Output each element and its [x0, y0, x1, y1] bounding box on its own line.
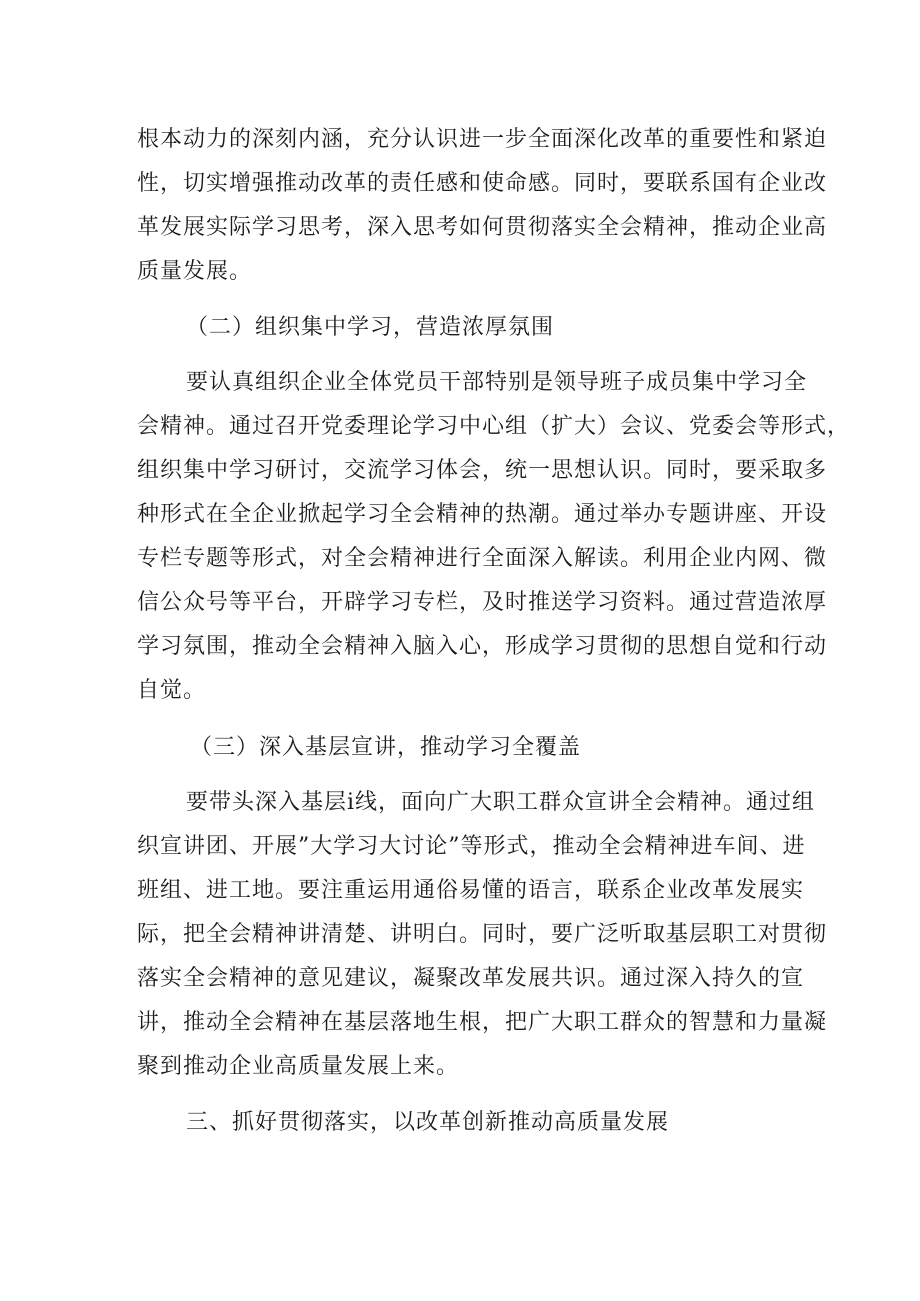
text-line-1: 根本动力的深刻内涵，充分认识进一步全面深化改革的重要性和紧迫: [137, 127, 828, 152]
text-line-8: 组织集中学习研讨，交流学习体会，统一思想认识。同时，要采取多: [137, 458, 828, 483]
text-line-20: 讲，推动全会精神在基层落地生根，把广大职工群众的智慧和力量凝: [137, 1010, 828, 1035]
text-line-2: 性，切实增强推动改革的责任感和使命感。同时，要联系国有企业改: [137, 171, 828, 196]
text-line-4: 质量发展。: [137, 259, 253, 284]
text-line-6: 要认真组织企业全体党员干部特别是领导班子成员集中学习全: [186, 370, 808, 395]
text-line-7: 会精神。通过召开党委理论学习中心组（扩大）会议、党委会等形式，: [137, 414, 851, 439]
text-line-17: 班组、进工地。要注重运用通俗易懂的语言，联系企业改革发展实: [137, 878, 805, 903]
section-heading-3: （三）深入基层宣讲，推动学习全覆盖: [190, 735, 582, 760]
text-line-19: 落实全会精神的意见建议，凝聚改革发展共识。通过深入持久的宣: [137, 966, 805, 991]
text-line-13: 自觉。: [137, 678, 207, 703]
section-heading-three: 三、抓好贯彻落实，以改革创新推动高质量发展: [186, 1110, 670, 1135]
text-line-18: 际，把全会精神讲清楚、讲明白。同时，要广泛听取基层职工对贯彻: [137, 922, 828, 947]
text-line-3: 革发展实际学习思考，深入思考如何贯彻落实全会精神，推动企业高: [137, 215, 828, 240]
text-line-11: 信公众号等平台，开辟学习专栏，及时推送学习资料。通过营造浓厚: [137, 590, 828, 615]
section-heading-2: （二）组织集中学习，营造浓厚氛围: [186, 315, 555, 340]
text-line-10: 专栏专题等形式，对全会精神进行全面深入解读。利用企业内网、微: [137, 546, 828, 571]
text-line-21: 聚到推动企业高质量发展上来。: [137, 1054, 460, 1079]
text-line-16: 织宣讲团、开展”大学习大讨论”等形式，推动全会精神进车间、进: [137, 834, 806, 859]
text-line-12: 学习氛围，推动全会精神入脑入心，形成学习贯彻的思想自觉和行动: [137, 634, 828, 659]
text-line-9: 种形式在全企业掀起学习全会精神的热潮。通过举办专题讲座、开设: [137, 502, 828, 527]
text-line-15: 要带头深入基层i线，面向广大职工群众宣讲全会精神。通过组: [186, 790, 816, 815]
